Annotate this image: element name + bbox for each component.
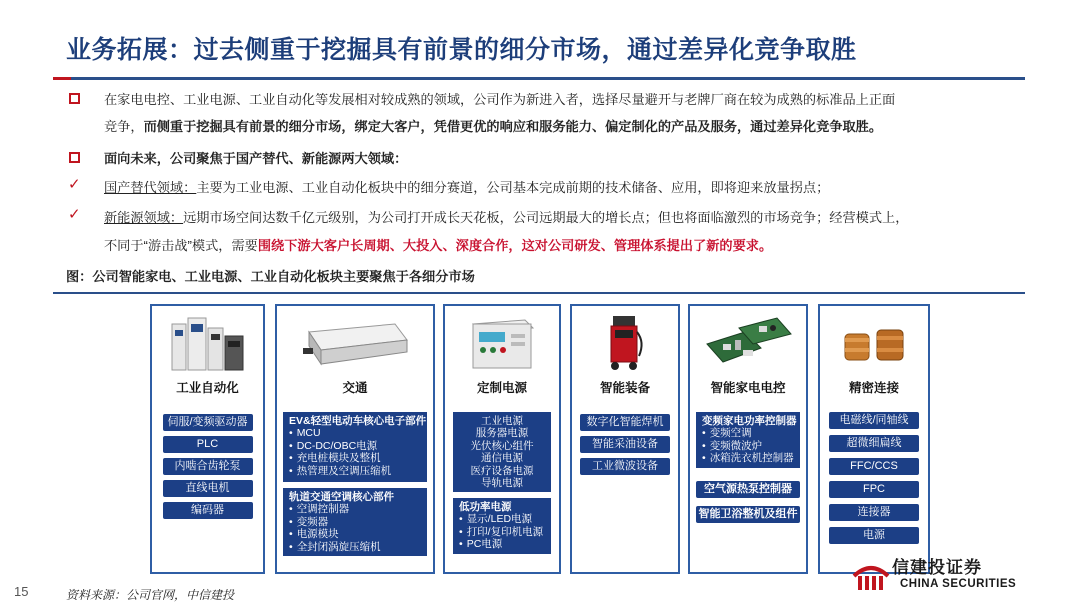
card-transport — [275, 304, 435, 574]
segment-pill: 编码器 — [163, 502, 253, 519]
block-item: • 充电桩模块及整机 — [289, 452, 421, 464]
logo-text-en: CHINA SECURITIES — [900, 578, 1017, 590]
segment-pill: 电源 — [829, 527, 919, 544]
card-title: 智能装备 — [599, 381, 650, 395]
card-title: 定制电源 — [476, 381, 527, 395]
check2-line2-highlight: 围绕下游大客户长周期、大投入、深度合作，这对公司研发、管理体系提出了新的要求。 — [257, 238, 773, 253]
segment-pill: FFC/CCS — [829, 458, 919, 475]
segment-pill: 智能卫浴整机及组件 — [696, 506, 800, 523]
block-header: 变频家电功率控制器 — [702, 415, 797, 427]
block-item: • 打印/复印机电源 — [459, 526, 545, 538]
block-item: 通信电源 — [481, 452, 523, 465]
check1-line — [104, 178, 829, 198]
segment-pill: PLC — [163, 436, 253, 453]
power-supply-unit-image — [467, 316, 537, 372]
card-title: 精密连接 — [848, 381, 899, 395]
industrial-power-block — [453, 412, 551, 492]
segment-pill: 数字化智能焊机 — [580, 414, 670, 431]
copper-coils-image — [841, 326, 907, 366]
block-item: • MCU — [289, 427, 421, 439]
segment-pill: 工业微波设备 — [580, 458, 670, 475]
welding-machine-image — [603, 312, 647, 374]
check2-label: 新能源领域： — [104, 210, 184, 225]
card-title: 交通 — [342, 381, 368, 395]
segment-pill: 连接器 — [829, 504, 919, 521]
block-item: 光伏核心组件 — [470, 439, 534, 452]
rail-ac-block — [283, 488, 427, 556]
block-item: • 变频器 — [289, 516, 421, 528]
title-divider — [53, 77, 1025, 80]
para1-line2-normal: 竞争， — [104, 119, 144, 134]
segment-pill: 内啮合齿轮泵 — [163, 458, 253, 475]
para1-line1: 在家电电控、工业电源、工业自动化等发展相对较成熟的领域，公司作为新进入者，选择尽量避开与老牌厂商在较为成熟的标准品上正面 — [104, 92, 896, 107]
block-item: 工业电源 — [481, 415, 523, 427]
figure-caption: 图：公司智能家电、工业电源、工业自动化板块主要聚焦于各细分市场 — [66, 269, 475, 284]
check1-text: 主要为工业电源、工业自动化板块中的细分赛道，公司基本完成前期的技术储备、应用，即将迎来放量拐点； — [196, 180, 830, 195]
checkmark-icon: ✓ — [68, 206, 81, 223]
card-smart-appliance — [688, 304, 808, 574]
block-item: • 冰箱洗衣机控制器 — [702, 452, 794, 464]
power-module-image — [299, 318, 411, 370]
block-header: EV&轻型电动车核心电子部件 — [289, 415, 427, 427]
card-title: 智能家电电控 — [710, 381, 786, 395]
block-item: • DC-DC/OBC电源 — [289, 440, 421, 452]
title-divider-accent — [53, 77, 71, 80]
block-header: 轨道交通空调核心部件 — [289, 491, 394, 503]
check2-line1 — [104, 208, 908, 228]
block-item: • 空调控制器 — [289, 503, 421, 515]
check1-label: 国产替代领域： — [104, 180, 197, 195]
source-note: 资料来源：公司官网，中信建投 — [66, 588, 235, 602]
segment-pill: 电磁线/同轴线 — [829, 412, 919, 429]
drive-cabinets-image — [170, 314, 246, 374]
para1-line2 — [104, 117, 882, 137]
block-item: 服务器电源 — [475, 427, 529, 440]
check2-text: 远期市场空间达数千亿元级别，为公司打开成长天花板，公司远期最大的增长点；但也将面临激烈的市场竞争；经营模式上， — [183, 210, 909, 225]
para2-text: 面向未来，公司聚焦于国产替代、新能源两大领域： — [104, 151, 408, 166]
segment-pill: 超微细扁线 — [829, 435, 919, 452]
block-header: 低功率电源 — [459, 501, 512, 513]
segment-pill: 伺服/变频驱动器 — [163, 414, 253, 431]
segment-pill: FPC — [829, 481, 919, 498]
checkmark-icon: ✓ — [68, 176, 81, 193]
check2-line2 — [104, 236, 772, 256]
para1-line2-bold: 而侧重于挖掘具有前景的细分市场，绑定大客户，凭借更优的响应和服务能力、偏定制化的产品及服务，通过差异化竞争取胜。 — [143, 119, 883, 134]
block-item: • 全封闭涡旋压缩机 — [289, 541, 421, 553]
inverter-controller-block — [696, 412, 800, 468]
segment-pill: 空气源热泵控制器 — [696, 481, 800, 498]
block-item: • 显示/LED电源 — [459, 513, 545, 525]
controller-boards-image — [703, 314, 793, 372]
card-smart-equipment — [570, 304, 680, 574]
block-item: 医疗设备电源 — [470, 464, 534, 477]
square-bullet-icon — [69, 152, 80, 163]
card-industrial-automation — [150, 304, 265, 574]
card-precision-connect — [818, 304, 930, 574]
block-item: • PC电源 — [459, 538, 545, 550]
block-item: • 变频空调 — [702, 427, 794, 439]
segment-pill: 智能采油设备 — [580, 436, 670, 453]
segment-pill: 直线电机 — [163, 480, 253, 497]
page-number: 15 — [14, 584, 29, 599]
block-item: • 热管理及空调压缩机 — [289, 465, 421, 477]
block-item: 导轨电源 — [481, 477, 523, 490]
low-power-block — [453, 498, 551, 554]
figure-divider — [53, 292, 1025, 294]
page-title: 业务拓展：过去侧重于挖掘具有前景的细分市场，通过差异化竞争取胜 — [66, 36, 857, 64]
check2-line2-normal: 不同于“游击战”模式，需要 — [104, 238, 258, 253]
square-bullet-icon — [69, 93, 80, 104]
card-title: 工业自动化 — [176, 381, 239, 395]
china-securities-logo-icon — [852, 562, 890, 592]
block-item: • 变频微波炉 — [702, 440, 794, 452]
block-item: • 电源模块 — [289, 528, 421, 540]
logo-text-cn: 信建投证券 — [892, 558, 982, 577]
card-custom-power — [443, 304, 561, 574]
ev-parts-block — [283, 412, 427, 482]
